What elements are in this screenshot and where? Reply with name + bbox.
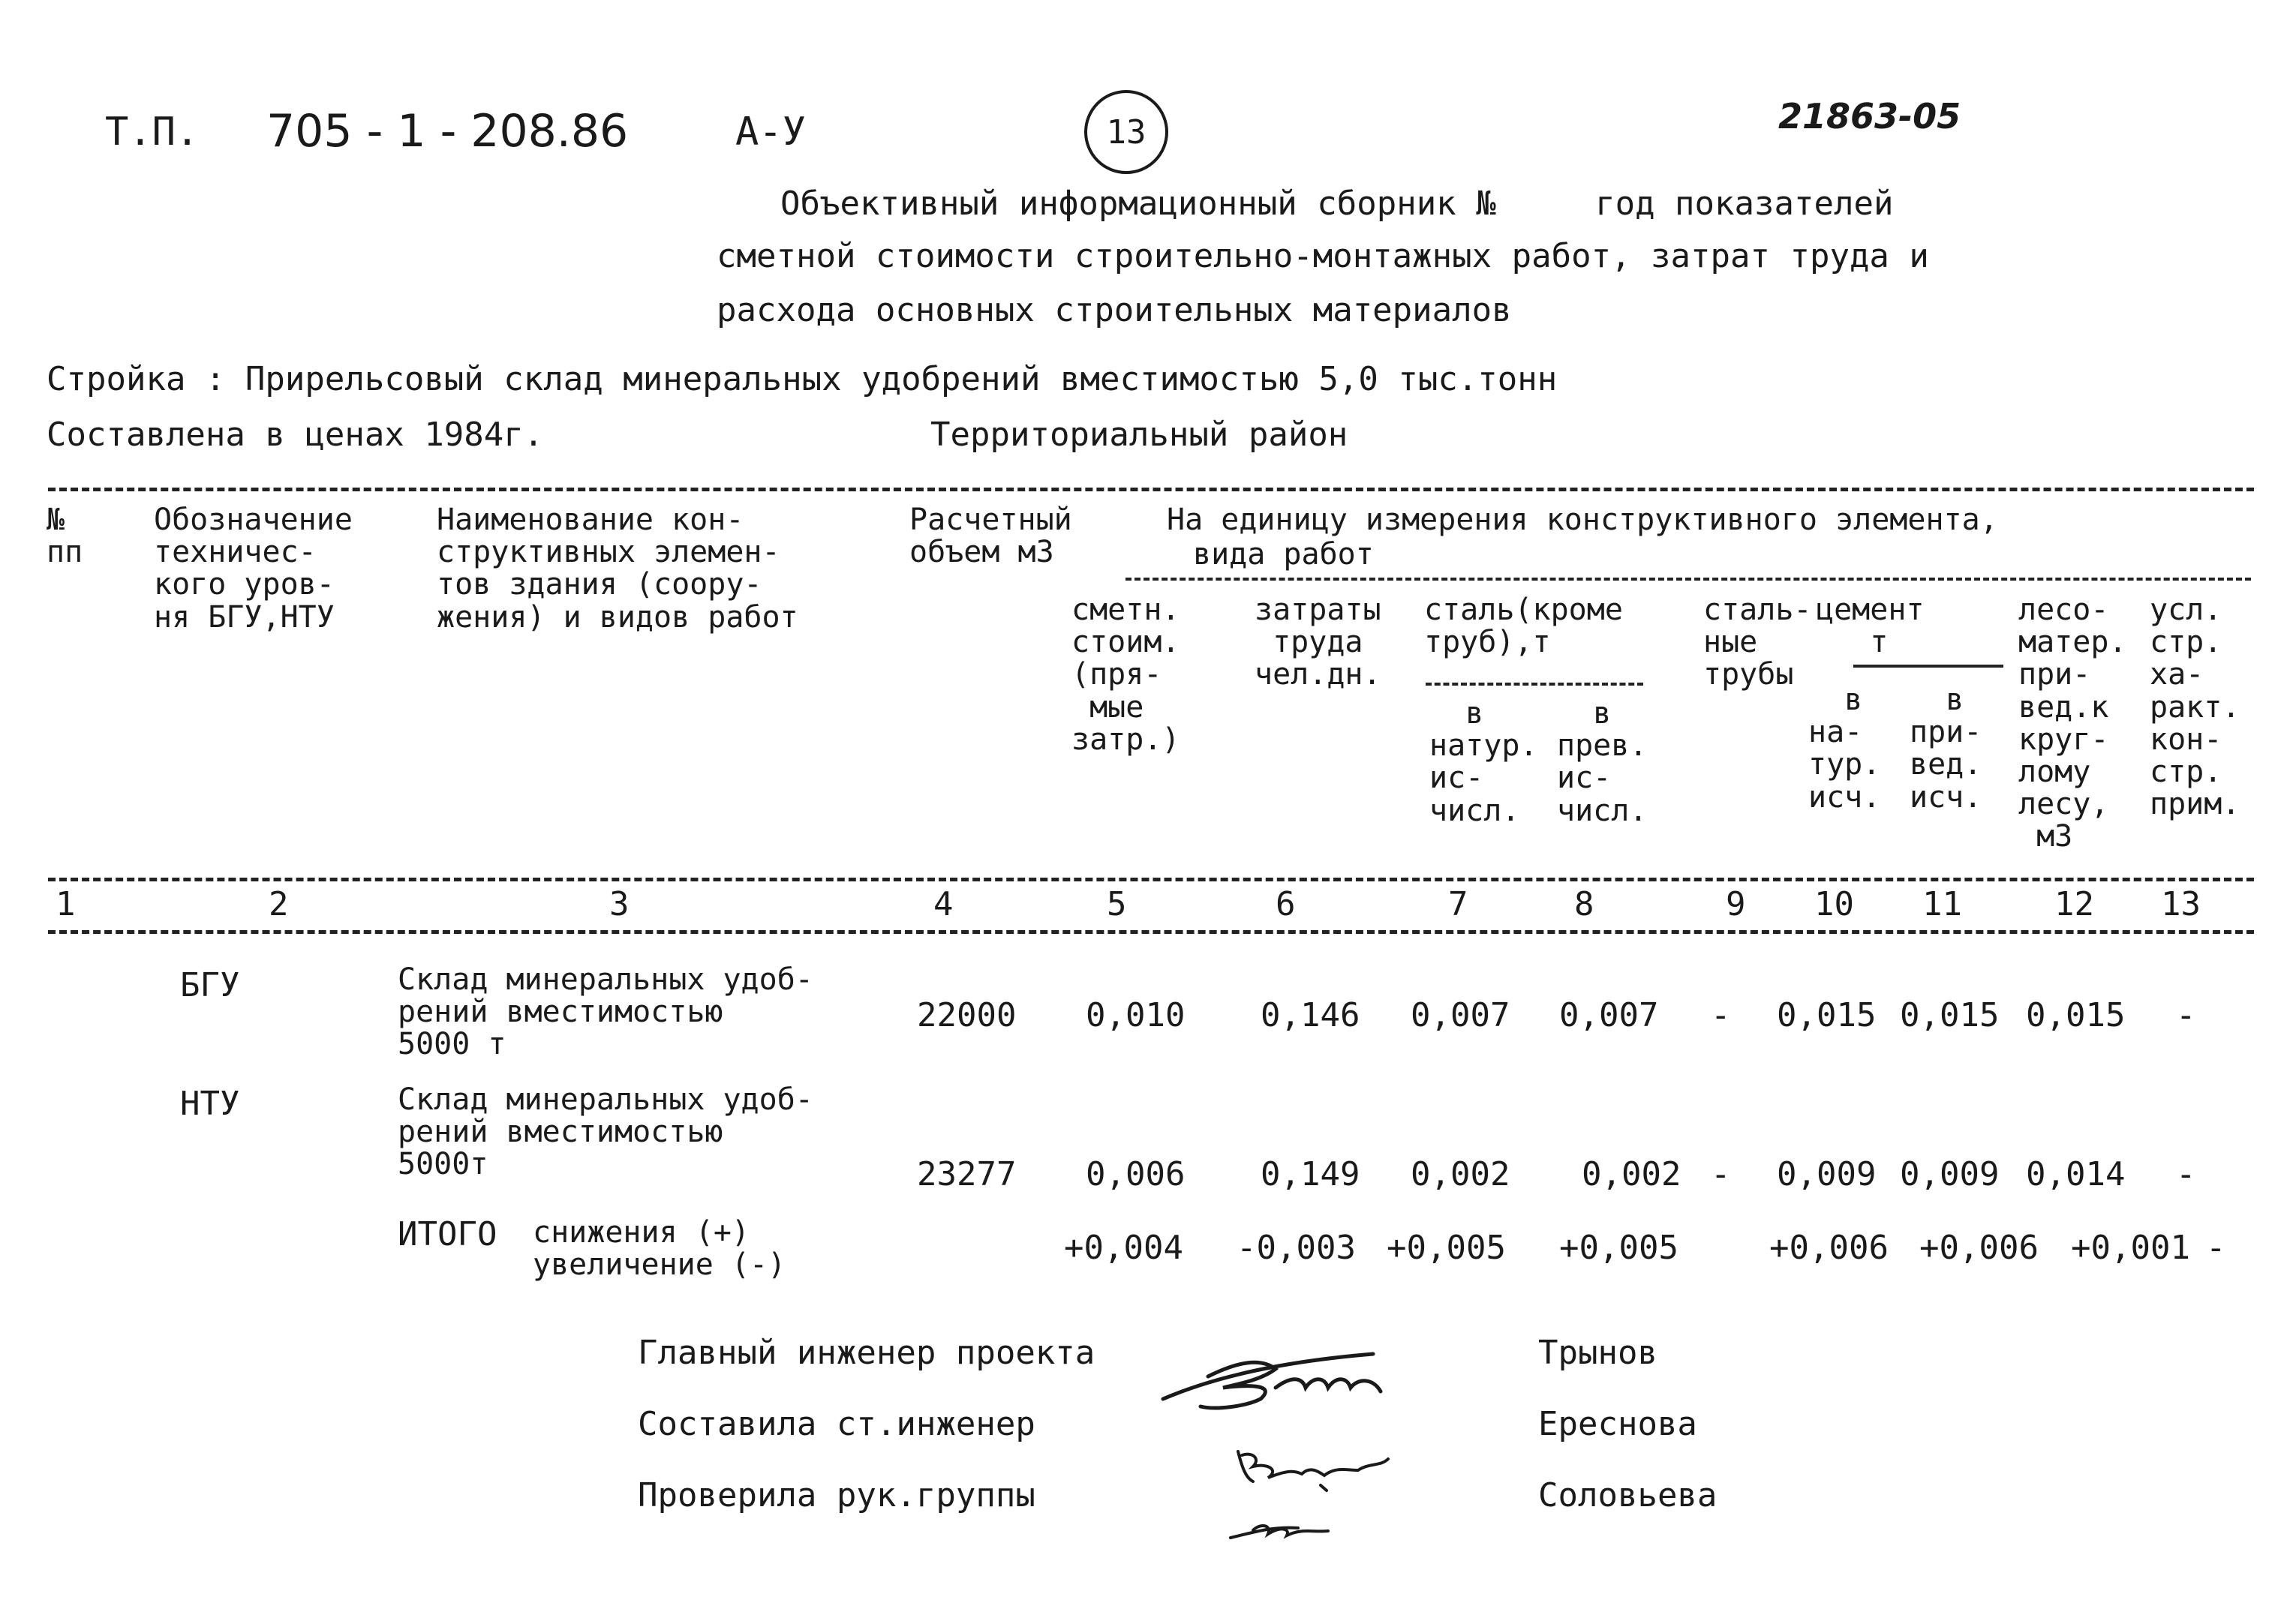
header-steel-group: сталь(кроме труб),т — [1424, 593, 1623, 660]
colnum-9: 9 — [1726, 885, 1746, 923]
header-col-2: Обозначение техничес- кого уров- ня БГУ,НТУ — [154, 503, 353, 635]
total-cement-nat: +0,006 — [1769, 1229, 1889, 1267]
header-col-10: в на- тур. исч. — [1808, 683, 1881, 815]
header-col-5: сметн. стоим. (пря- мые затр.) — [1071, 593, 1180, 757]
row-cement-nat: 0,015 — [1777, 996, 1877, 1034]
total-steel-red: +0,005 — [1559, 1229, 1678, 1267]
row-steel-nat: 0,002 — [1411, 1155, 1510, 1193]
header-col-11: в при- вед. исч. — [1910, 683, 1982, 815]
header-group-2: вида работ — [1193, 537, 1374, 572]
row-cement-nat: 0,009 — [1777, 1155, 1877, 1193]
colnum-bottom-rule — [48, 930, 2254, 934]
row-steel-nat: 0,007 — [1411, 996, 1510, 1034]
header-bottom-rule — [48, 878, 2254, 881]
colnum-6: 6 — [1276, 885, 1296, 923]
header-col-9: сталь- ные трубы — [1703, 593, 1812, 692]
header-col-3: Наименование кон- структивных элемен- тов здания (соору- жения) и видов работ — [437, 503, 798, 635]
row-volume: 22000 — [917, 996, 1017, 1034]
row-timber: 0,014 — [2026, 1155, 2126, 1193]
row-cond: - — [2176, 996, 2196, 1034]
row-volume: 23277 — [917, 1155, 1017, 1193]
colnum-5: 5 — [1107, 885, 1127, 923]
total-label: ИТОГО — [398, 1215, 497, 1253]
total-desc: снижения (+) увеличение (-) — [533, 1215, 786, 1283]
sign-role-checker: Проверила рук.группы — [638, 1476, 1035, 1514]
row-cement-red: 0,009 — [1900, 1155, 2000, 1193]
header-col-4: Расчетный объем м3 — [909, 503, 1072, 570]
sign-name-chief-engineer: Трынов — [1538, 1334, 1657, 1372]
header-col-6: затраты труда чел.дн. — [1255, 593, 1381, 692]
signature-scribbles — [1148, 1316, 1538, 1556]
row-steel-red: 0,002 — [1582, 1155, 1681, 1193]
row-cost: 0,010 — [1086, 996, 1186, 1034]
total-timber: +0,001 — [2071, 1229, 2190, 1267]
total-cement-red: +0,006 — [1919, 1229, 2039, 1267]
signature-checker — [1231, 1526, 1328, 1538]
project-code: 705 - 1 - 208.86 — [266, 105, 629, 158]
title-line-2: сметной стоимости строительно-монтажных работ, затрат труда и — [717, 237, 1929, 275]
row-timber: 0,015 — [2026, 996, 2126, 1034]
sheet-number: 13 — [1106, 113, 1146, 152]
row-cost: 0,006 — [1086, 1155, 1186, 1193]
title-line-3: расхода основных строительных материалов — [717, 291, 1512, 329]
colnum-3: 3 — [609, 885, 630, 923]
row-level: НТУ — [180, 1085, 240, 1123]
total-labor: -0,003 — [1237, 1229, 1356, 1267]
header-col-12: лесо- матер. при- вед.к круг- лому лесу, м3 — [2018, 593, 2127, 854]
region-line: Территориальный район — [930, 416, 1348, 454]
prices-line: Составлена в ценах 1984г. — [47, 416, 544, 454]
colnum-13: 13 — [2161, 885, 2201, 923]
title-line-1: Объективный информационный сборник № год показателей — [780, 185, 1894, 223]
colnum-7: 7 — [1448, 885, 1468, 923]
header-group-rule — [1125, 578, 2251, 581]
row-labor: 0,149 — [1261, 1155, 1360, 1193]
row-cond: - — [2176, 1155, 2196, 1193]
row-name: Склад минеральных удоб- рений вместимостью 5000 т — [398, 962, 813, 1062]
row-steel-red: 0,007 — [1559, 996, 1659, 1034]
row-name: Склад минеральных удоб- рений вместимостью 5000т — [398, 1082, 813, 1182]
header-col-13: усл. стр. ха- ракт. кон- стр. прим. — [2150, 593, 2240, 822]
cement-group-rule — [1853, 665, 2003, 668]
colnum-2: 2 — [269, 885, 289, 923]
stroika-line: Стройка : Прирельсовый склад минеральных удобрений вместимостью 5,0 тыс.тонн — [47, 360, 1558, 398]
colnum-8: 8 — [1574, 885, 1594, 923]
signature-chief-engineer — [1163, 1354, 1381, 1408]
row-pipes: - — [1711, 996, 1731, 1034]
header-cement-group: цемент т — [1816, 593, 1925, 660]
sign-role-compiler: Составила ст.инженер — [638, 1405, 1035, 1443]
header-col-7: в натур. ис- числ. — [1429, 696, 1538, 828]
album-code: А-У — [735, 110, 806, 155]
sign-name-checker: Соловьева — [1538, 1476, 1717, 1514]
header-group: На единицу измерения конструктивного элемента, — [1167, 503, 1998, 537]
row-pipes: - — [1711, 1155, 1731, 1193]
total-cost: +0,004 — [1064, 1229, 1183, 1267]
colnum-12: 12 — [2054, 885, 2094, 923]
colnum-1: 1 — [56, 885, 76, 923]
total-steel-nat: +0,005 — [1387, 1229, 1506, 1267]
row-level: БГУ — [180, 966, 240, 1004]
steel-group-rule — [1426, 683, 1643, 686]
sheet-number-circle — [1084, 90, 1168, 174]
total-cond: - — [2206, 1229, 2226, 1267]
table-top-rule — [48, 488, 2254, 491]
colnum-4: 4 — [933, 885, 954, 923]
colnum-11: 11 — [1922, 885, 1962, 923]
signature-compiler — [1238, 1451, 1388, 1490]
archive-number: 21863-05 — [1778, 96, 1961, 137]
sign-name-compiler: Ереснова — [1538, 1405, 1697, 1443]
colnum-10: 10 — [1814, 885, 1854, 923]
row-labor: 0,146 — [1261, 996, 1360, 1034]
row-cement-red: 0,015 — [1900, 996, 2000, 1034]
header-col-8: в прев. ис- числ. — [1557, 696, 1648, 828]
tp-label: Т.П. — [105, 110, 200, 155]
sign-role-chief-engineer: Главный инженер проекта — [638, 1334, 1095, 1372]
header-col-1: № пп — [47, 503, 83, 570]
